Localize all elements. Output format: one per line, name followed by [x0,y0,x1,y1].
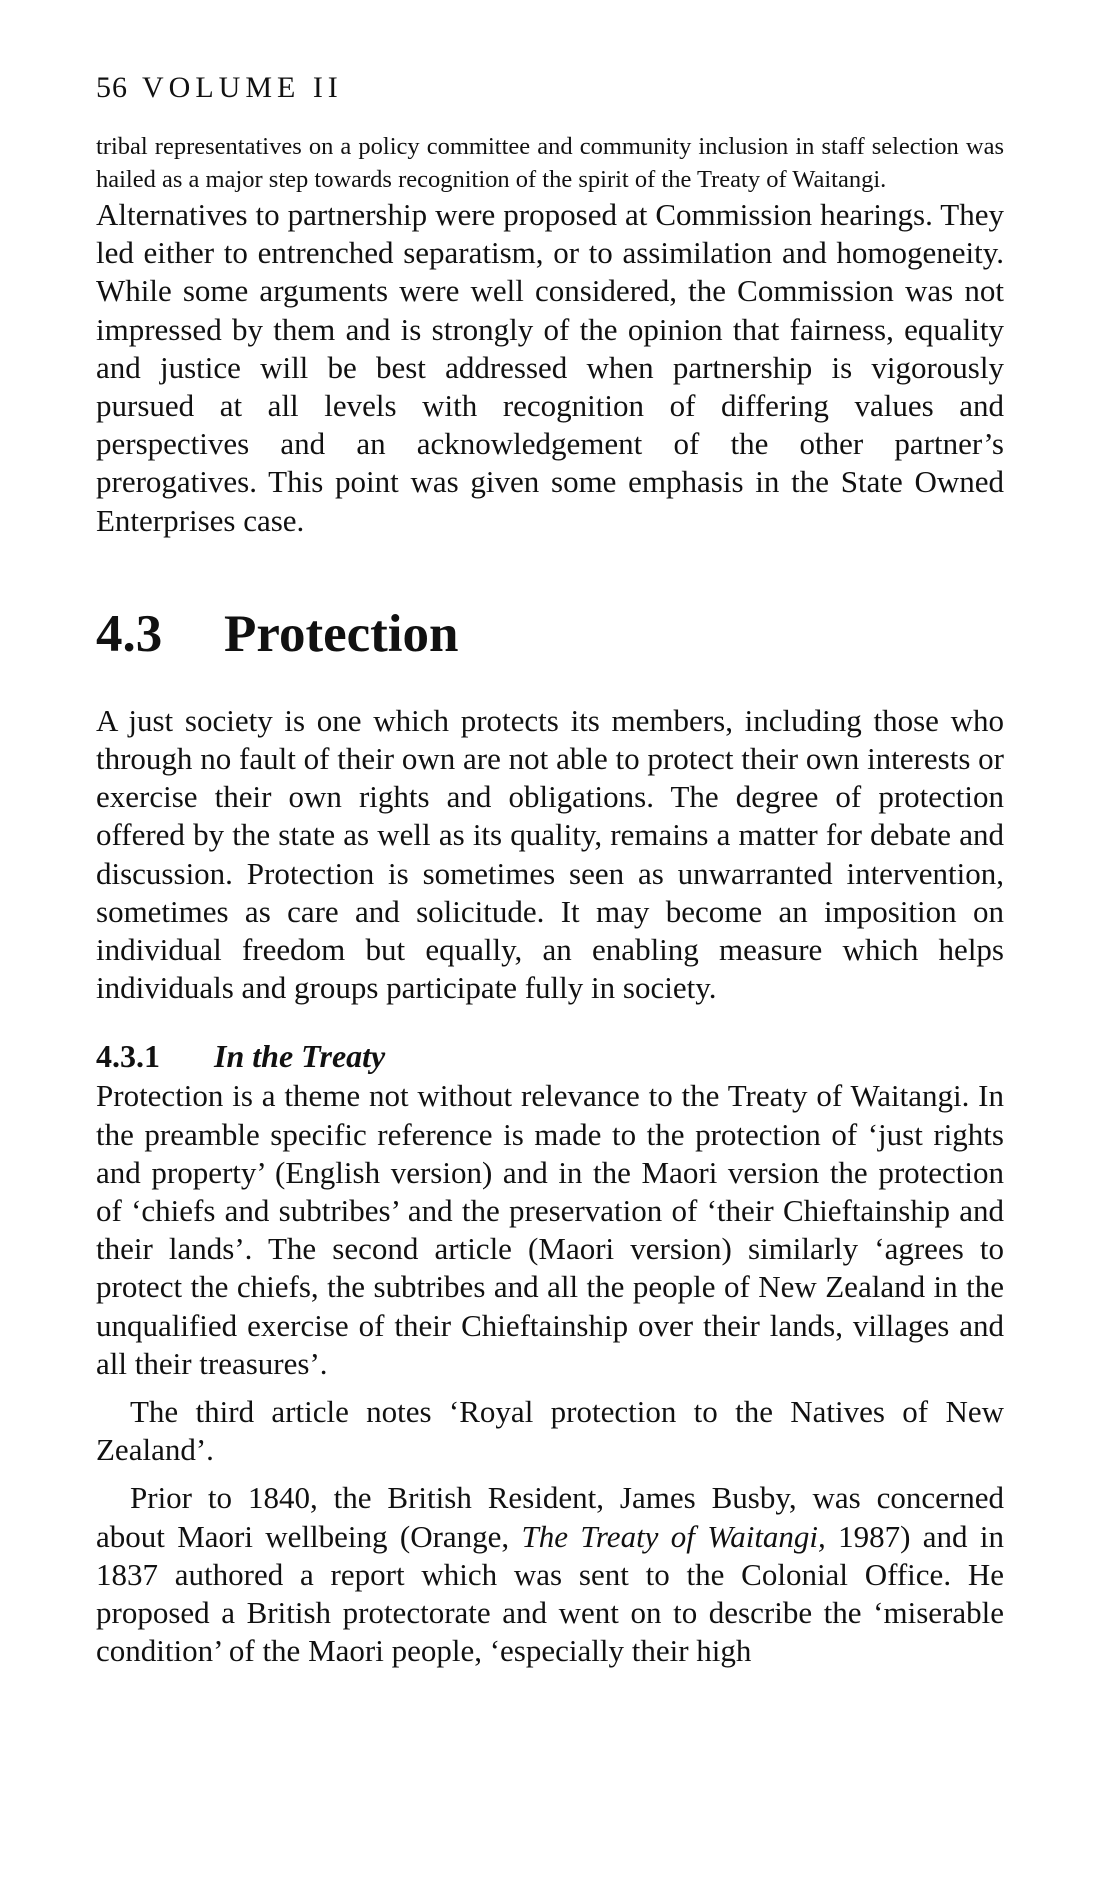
document-page [96,70,1004,1671]
subsection-heading [96,1035,1004,1077]
treaty-paragraph-3 [96,1479,1004,1670]
volume-label: VOLUME II [142,71,343,104]
intro-paragraph: tribal representatives on a policy committee and community inclusion in staff selection was hailed as a major step towards recognition of the spirit of the Treaty of Waitangi. [96,133,1004,193]
section-title: Protection [224,604,459,663]
treaty-paragraph-1: Protection is a theme not without relevance to the Treaty of Waitangi. In the preamble specific reference is made to the protection of ‘just rights and property’ (English version) and in the Maori version the protection of ‘chiefs and subtribes’ and the preservation of ‘their Chieftainship and their lands’. The second article (Maori version) similarly ‘agrees to protect the chiefs, the subtribes and all the people of New Zealand in the unqualified exercise of their Chieftainship over their lands, villages and all their treasures’. [96,1078,1004,1381]
subsection-title: In the Treaty [214,1038,386,1075]
paragraph3-text-a: Prior to 1840, the British Resident, James Busby, was concerned about Maori wellbeing (Orange, [96,1480,1004,1554]
treaty-paragraph-2: The third article notes ‘Royal protection to the Natives of New Zealand’. [96,1394,1004,1468]
alternatives-paragraph: Alternatives to partnership were proposed at Commission hearings. They led either to entrenched separatism, or to assimilation and homogeneity. While some arguments were well considered, the Commission was not impressed by them and is strongly of the opinion that fairness, equality and justice will be best addressed when partnership is vigorously pursued at all levels with recognition of differing values and perspectives and an acknowledgement of the other partner’s prerogatives. This point was given some emphasis in the State Owned Enterprises case. [96,197,1004,538]
protection-paragraph: A just society is one which protects its members, including those who through no fault of their own are not able to protect their own interests or exercise their own rights and obligations. The degree of protection offered by the state as well as its quality, remains a matter for debate and discussion. Protection is sometimes seen as unwarranted intervention, sometimes as care and solicitude. It may become an imposition on individual freedom but equally, an enabling measure which helps individuals and groups participate fully in society. [96,702,1004,1006]
section-number: 4.3 [96,604,163,663]
section-heading [96,602,1004,666]
page-number: 56 [96,71,128,104]
running-head [96,70,1004,106]
citation-title: The Treaty of Waitangi, [521,1518,826,1554]
subsection-number: 4.3.1 [96,1038,160,1075]
paragraph3-text-b: 1987) and in 1837 authored a report which was sent to the Colonial Office. He proposed a British protectorate and went on to describe the ‘miserable condition’ of the Maori people, ‘especially their high [96,1518,1005,1669]
